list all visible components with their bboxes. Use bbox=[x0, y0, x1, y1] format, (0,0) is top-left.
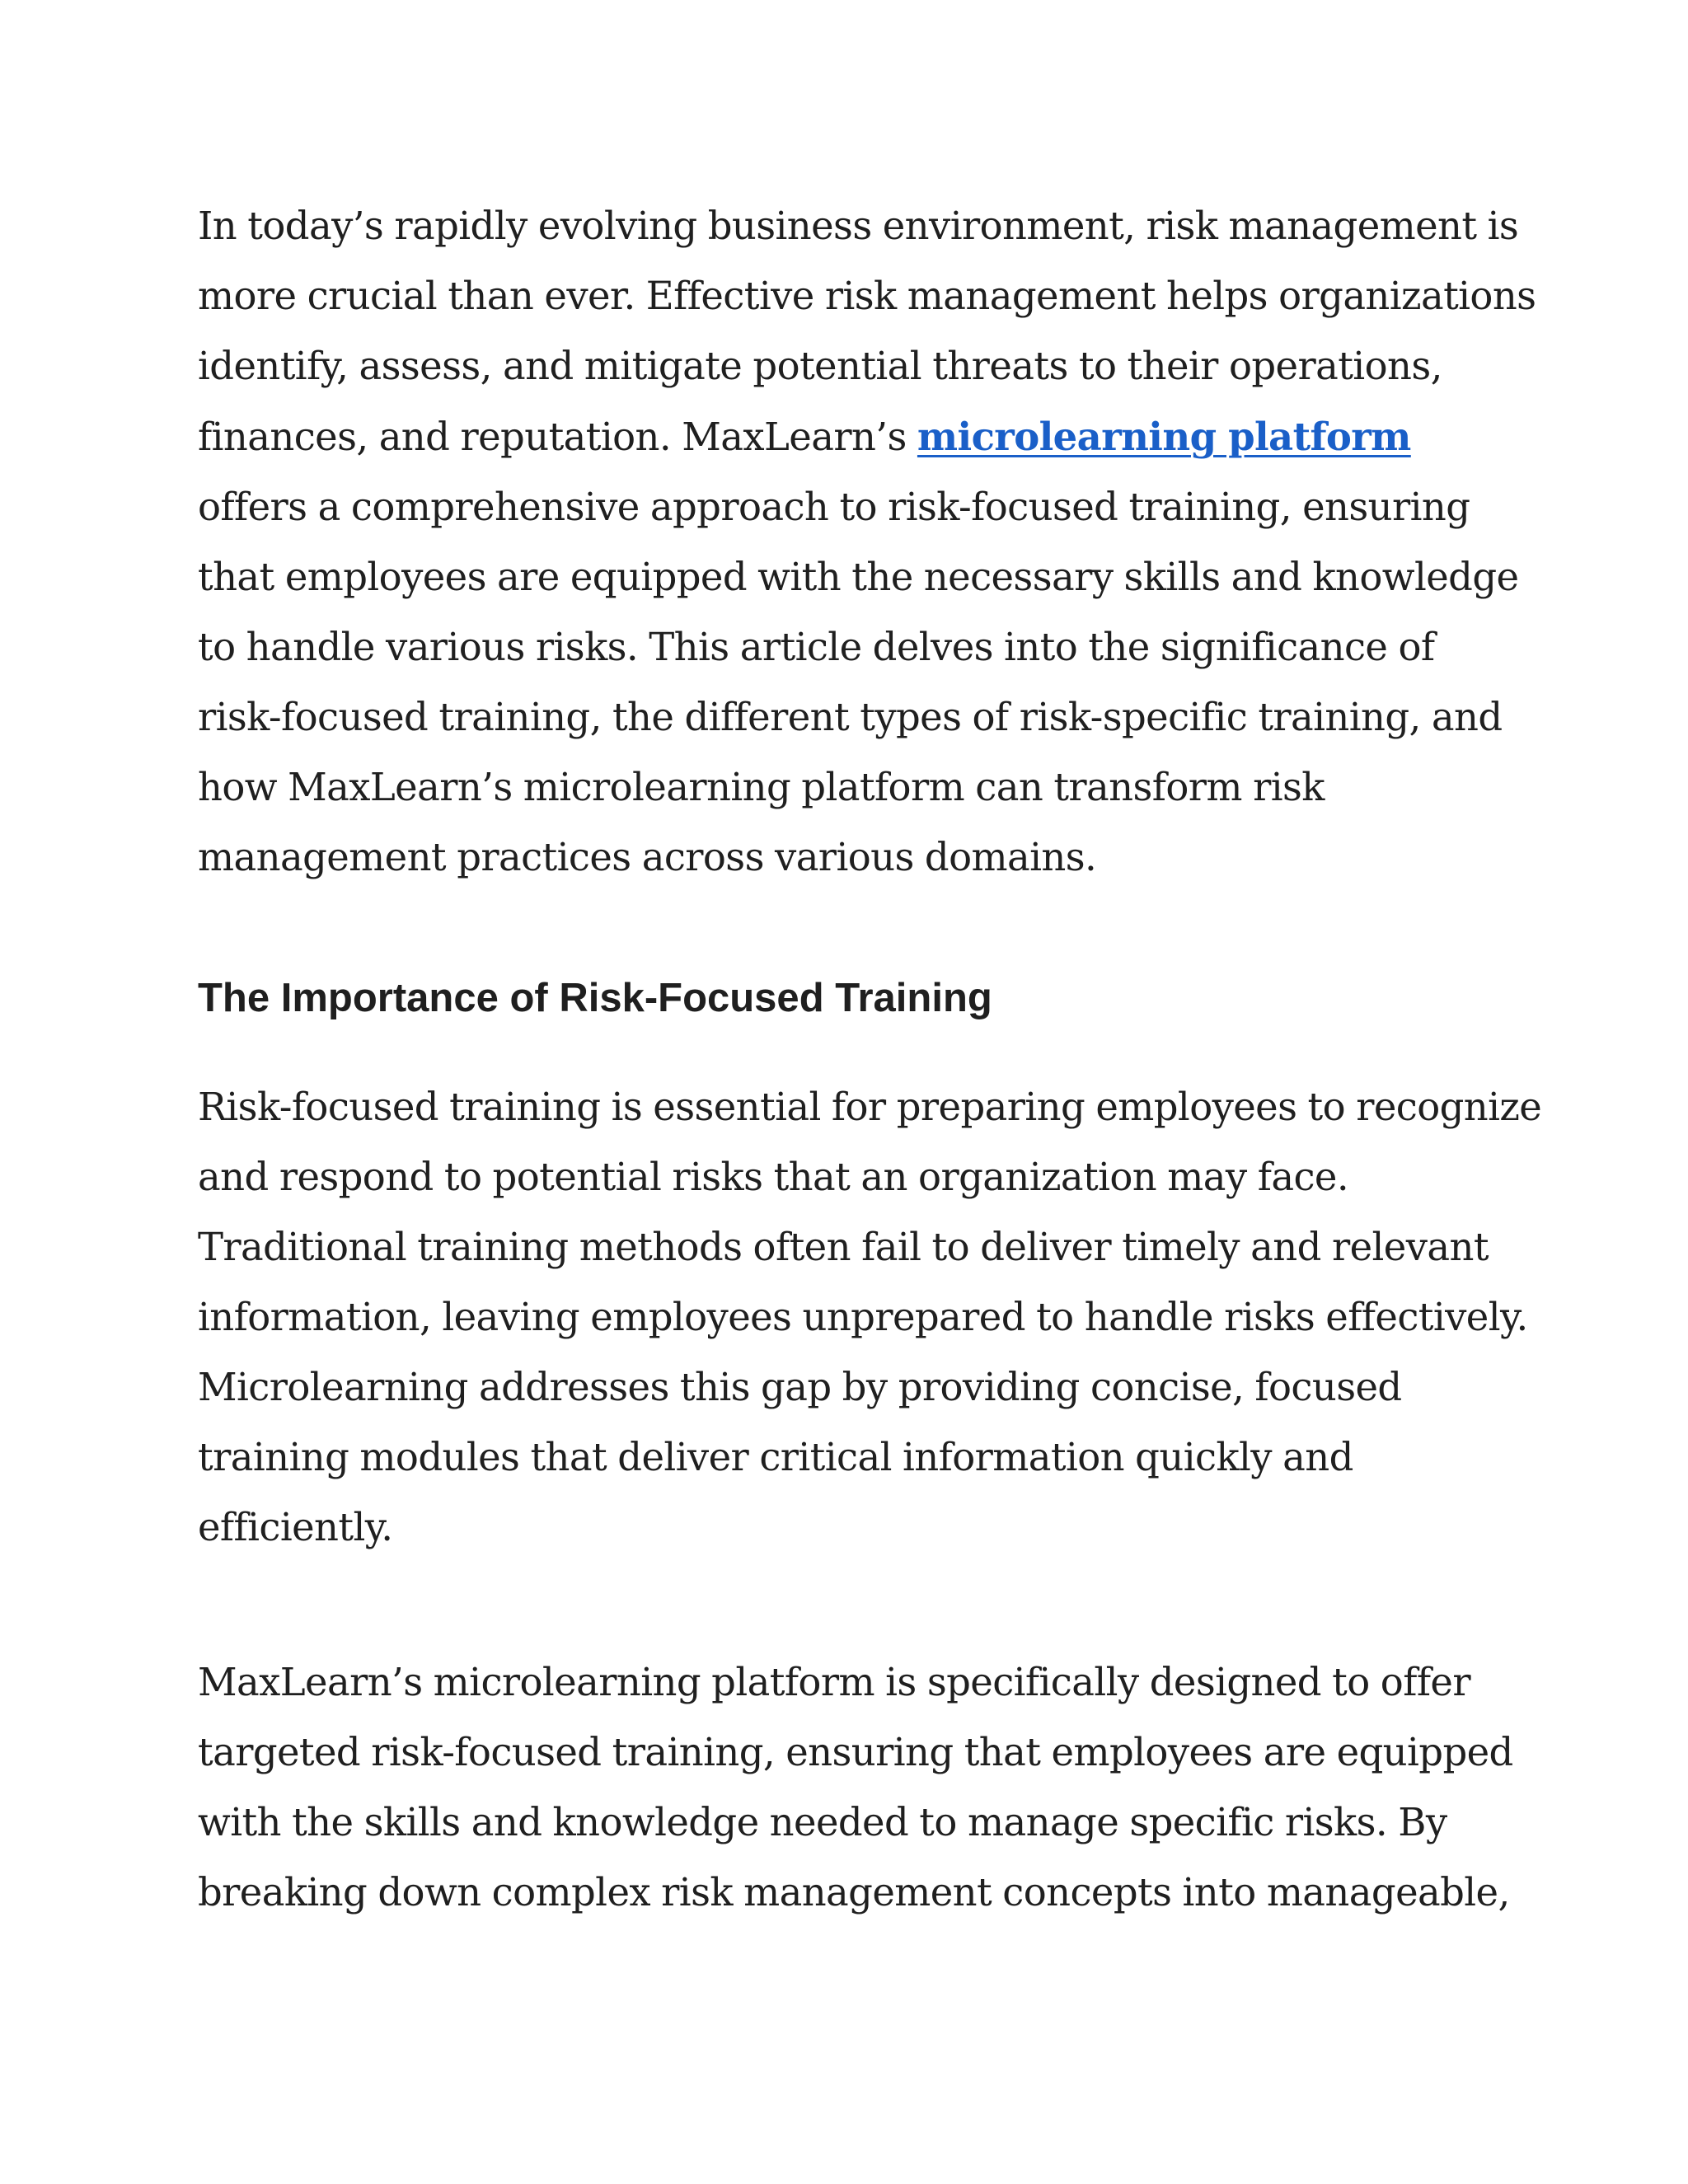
text-line: with the skills and knowledge needed to manage specific risks. By bbox=[198, 1800, 1447, 1844]
text-line: targeted risk-focused training, ensuring that employees are equipped bbox=[198, 1730, 1513, 1774]
text-line: Traditional training methods often fail to deliver timely and relevant bbox=[198, 1225, 1489, 1269]
text-line: Microlearning addresses this gap by providing concise, focused bbox=[198, 1365, 1402, 1409]
text-line: that employees are equipped with the necessary skills and knowledge bbox=[198, 555, 1519, 599]
text-line: training modules that deliver critical information quickly and bbox=[198, 1435, 1353, 1479]
article-body bbox=[198, 191, 1542, 1928]
text-line bbox=[198, 401, 1500, 472]
text-line: In today’s rapidly evolving business environment, risk management is bbox=[198, 204, 1519, 248]
text-line: to handle various risks. This article delves into the significance of bbox=[198, 625, 1435, 669]
text-line: and respond to potential risks that an organization may face. bbox=[198, 1155, 1349, 1199]
section-heading: The Importance of Risk-Focused Training bbox=[198, 976, 992, 1020]
text-line: efficiently. bbox=[198, 1505, 393, 1549]
text-line: MaxLearn’s microlearning platform is specifically designed to offer bbox=[198, 1660, 1470, 1704]
microlearning-platform-link[interactable]: microlearning platform bbox=[917, 414, 1411, 459]
maxlearn-paragraph bbox=[198, 1647, 1513, 1928]
text-line: management practices across various domains. bbox=[198, 835, 1097, 879]
text-line: Risk-focused training is essential for preparing employees to recognize bbox=[198, 1085, 1542, 1129]
importance-paragraph bbox=[198, 1072, 1542, 1563]
text-fragment: finances, and reputation. MaxLearn’s bbox=[198, 415, 917, 459]
text-line: breaking down complex risk management concepts into manageable, bbox=[198, 1870, 1510, 1915]
intro-paragraph bbox=[198, 191, 1536, 893]
text-line: identify, assess, and mitigate potential threats to their operations, bbox=[198, 344, 1442, 388]
text-line: risk-focused training, the different types of risk-specific training, and bbox=[198, 695, 1503, 739]
text-line: information, leaving employees unprepared to handle risks effectively. bbox=[198, 1295, 1528, 1339]
text-line: how MaxLearn’s microlearning platform can transform risk bbox=[198, 765, 1325, 809]
text-line: more crucial than ever. Effective risk management helps organizations bbox=[198, 274, 1536, 318]
text-line: offers a comprehensive approach to risk-focused training, ensuring bbox=[198, 485, 1470, 529]
